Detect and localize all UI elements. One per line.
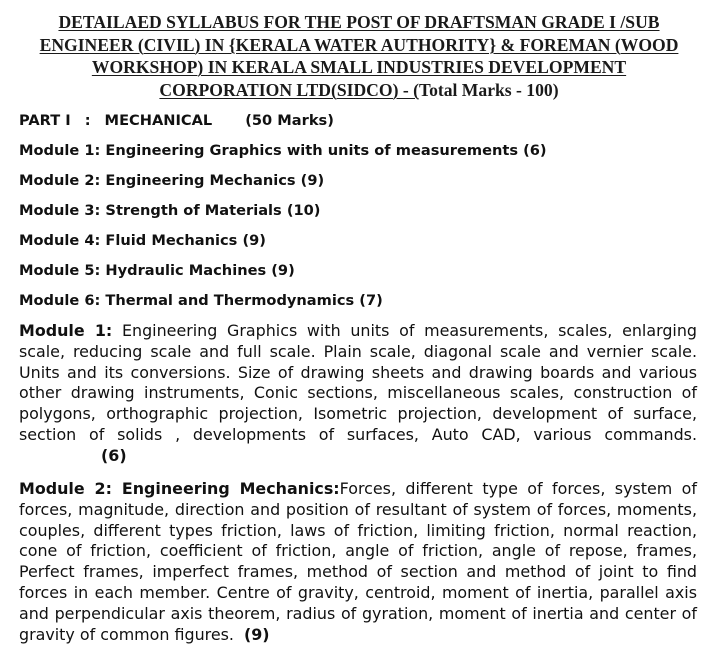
module-1-description — [19, 321, 697, 467]
module-1-body: Engineering Graphics with units of measurements, scales, enlarging scale, reducing scale and full scale. Plain scale, diagonal scale and vernier scale. Units and its conversions. Size of drawing sheets and drawing boards and various other drawing instruments, Conic sections, miscellaneous scales, construction of polygons, orthographic projection, Isometric projection, development of surface, section of solids , developments of surfaces, Auto CAD, various commands. — [19, 321, 697, 444]
title-line-4 — [14, 79, 704, 102]
title-line-2: ENGINEER (CIVIL) IN {KERALA WATER AUTHORITY} & FOREMAN (WOOD — [39, 34, 679, 55]
module-2-description — [19, 479, 697, 645]
part-name: MECHANICAL — [104, 112, 213, 129]
title-line-4-underlined: CORPORATION LTD(SIDCO) - ( — [159, 79, 419, 100]
title-line-1: DETAILAED SYLLABUS FOR THE POST OF DRAFTSMAN GRADE I /SUB — [58, 12, 660, 32]
part-marks: (50 Marks) — [245, 112, 334, 129]
module-list-item: Module 1: Engineering Graphics with units of measurements (6) — [19, 142, 547, 159]
module-list-item: Module 2: Engineering Mechanics (9) — [19, 172, 325, 189]
part-colon: : — [84, 112, 91, 129]
module-2-marks: (9) — [243, 624, 270, 644]
part-label: PART I — [19, 112, 71, 129]
module-list — [19, 141, 547, 321]
title-total-marks: Total Marks - 100) — [418, 79, 559, 100]
part-heading — [19, 111, 334, 131]
module-list-item: Module 6: Thermal and Thermodynamics (7) — [19, 292, 383, 309]
title-line-3: WORKSHOP) IN KERALA SMALL INDUSTRIES DEVELOPMENT — [91, 57, 627, 77]
module-list-item: Module 4: Fluid Mechanics (9) — [19, 232, 266, 249]
module-list-item: Module 5: Hydraulic Machines (9) — [19, 262, 295, 279]
module-1-heading: Module 1: — [19, 321, 113, 340]
module-1-marks: (6) — [101, 445, 127, 465]
document-title — [14, 11, 704, 101]
module-2-body: Forces, different type of forces, system of forces, magnitude, direction and position of resultant of system of forces, moments, couples, different types friction, laws of friction, limiting friction, normal reaction, cone of friction, coefficient of friction, angle of friction, angle of repose, frames, Perfect frames, imperfect frames, method of section and method of joint to find forces in each member. Centre of gravity, centroid, moment of inertia, parallel axis and perpendicular axis theorem, radius of gyration, moment of inertia and center of gravity of common figures. — [19, 479, 697, 644]
module-list-item: Module 3: Strength of Materials (10) — [19, 202, 321, 219]
module-2-heading: Module 2: Engineering Mechanics: — [19, 479, 340, 498]
